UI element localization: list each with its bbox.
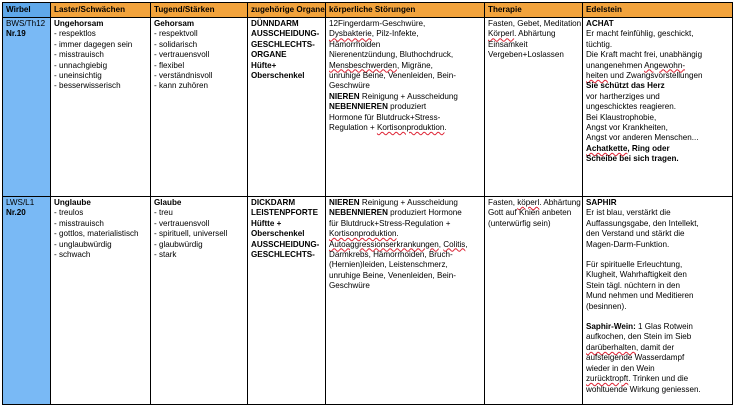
text-line: Darmkrebs, Hämorrhoiden, Bruch- bbox=[329, 250, 453, 260]
laster-title: Unglaube bbox=[54, 198, 91, 207]
text-line bbox=[329, 123, 481, 133]
wirbel-cell bbox=[3, 197, 51, 405]
spine-table bbox=[2, 2, 733, 405]
squiggle-word: heiten bbox=[586, 71, 609, 81]
list-item: - respektvoll bbox=[154, 29, 198, 39]
text-line bbox=[488, 198, 579, 208]
text-line: vor hartherziges und bbox=[586, 91, 660, 101]
text-line: Angst vor anderen Menschen... bbox=[586, 133, 699, 143]
text-line: Nierenentzündung, Bluthochdruck, bbox=[329, 50, 454, 60]
text-fragment: . Abhärtung bbox=[539, 198, 581, 207]
text-fragment: . Abhärtung bbox=[514, 29, 556, 39]
laster-cell bbox=[51, 18, 151, 197]
text-fragment: produziert bbox=[387, 102, 427, 112]
wirbel-label: BWS/Th12 bbox=[6, 19, 46, 28]
text-line: Er ist blau, verstärkt die bbox=[586, 208, 671, 218]
stein-highlight: Sie schützt das Herz bbox=[586, 81, 665, 91]
text-line: Mund nehmen und Meditieren bbox=[586, 291, 694, 301]
list-item: - solidarisch bbox=[154, 39, 198, 49]
list-item: - misstrauisch bbox=[54, 218, 104, 228]
organ-item: GESCHLECHTS- bbox=[251, 250, 315, 260]
text-fragment: . bbox=[396, 229, 399, 239]
header-wirbel: Wirbel bbox=[3, 3, 51, 18]
organ-item: Oberschenkel bbox=[251, 71, 305, 81]
therapie-cell bbox=[485, 18, 583, 197]
text-line: Geschwüre bbox=[329, 281, 370, 291]
squiggle-word: darüberhalten bbox=[586, 342, 636, 352]
list-item: - gottlos, materialistisch bbox=[54, 229, 139, 239]
squiggle-word: Angewohn- bbox=[644, 60, 686, 70]
tugend-cell bbox=[151, 197, 248, 405]
organe-cell bbox=[248, 197, 326, 405]
nebennieren-label: NEBENNIEREN bbox=[329, 102, 388, 112]
header-laster: Laster/Schwächen bbox=[51, 3, 151, 18]
stoerungen-cell bbox=[326, 18, 485, 197]
text-fragment: unangenehmen bbox=[586, 60, 645, 70]
nieren-label: NIEREN bbox=[329, 91, 360, 101]
text-line: Angst vor Krankheiten, bbox=[586, 123, 668, 133]
squiggle-word: Autoaggressionserkrankungen bbox=[329, 239, 439, 249]
text-fragment: produziert Hormone bbox=[387, 208, 462, 218]
stein-title: ACHAT bbox=[586, 19, 614, 28]
organ-item: AUSSCHEIDUNG- bbox=[251, 239, 320, 249]
list-item: - uneinsichtig bbox=[54, 71, 102, 81]
text-line bbox=[586, 322, 729, 332]
header-therapie: Therapie bbox=[485, 3, 583, 18]
text-line: Hämorrhoiden bbox=[329, 39, 381, 49]
organ-item: Hüfte+ bbox=[251, 60, 277, 70]
text-line: Er macht feinfühlig, geschickt, bbox=[586, 29, 694, 39]
text-fragment: Fasten, bbox=[488, 198, 518, 207]
list-item: - schwach bbox=[54, 250, 91, 260]
saphir-wein-label: Saphir-Wein: bbox=[586, 322, 636, 332]
list-item: - kann zuhören bbox=[154, 81, 208, 91]
organ-item: Hüftte + bbox=[251, 218, 282, 228]
text-fragment: und Zwangsvorstellungen bbox=[608, 71, 703, 81]
organ-item: GESCHLECHTS- bbox=[251, 39, 315, 49]
header-tugend: Tugend/Stärken bbox=[151, 3, 248, 18]
text-line: den Verstand und stärkt die bbox=[586, 229, 685, 239]
text-line bbox=[329, 102, 481, 112]
squiggle-word: Colitis bbox=[443, 239, 466, 249]
text-line bbox=[488, 29, 579, 39]
text-line bbox=[329, 61, 481, 71]
squiggle-word: Kortisonproduktion bbox=[329, 229, 397, 239]
text-line: wohltuende Wirkung geniessen. bbox=[586, 384, 701, 394]
tugend-title: Gehorsam bbox=[154, 19, 195, 28]
text-line bbox=[586, 71, 729, 81]
text-line bbox=[586, 144, 729, 154]
text-line: Geschwüre bbox=[329, 81, 370, 91]
text-line: Stein tägl. nüchtern in den bbox=[586, 280, 681, 290]
text-line: Gott auf Knien anbeten bbox=[488, 208, 572, 218]
text-fragment: , Migräne, bbox=[396, 60, 433, 70]
table-row bbox=[3, 197, 733, 405]
squiggle-word: Dysbakterie bbox=[329, 29, 372, 39]
edelstein-cell bbox=[583, 18, 733, 197]
text-fragment: . Trinken und die bbox=[628, 374, 689, 384]
edelstein-cell bbox=[583, 197, 733, 405]
list-item: - unnachgiebig bbox=[54, 60, 108, 70]
list-item: - treulos bbox=[54, 208, 84, 218]
list-item: - flexibel bbox=[154, 60, 185, 70]
squiggle-word: köperl bbox=[517, 198, 540, 207]
list-item: - stark bbox=[154, 250, 177, 260]
organe-cell bbox=[248, 18, 326, 197]
text-line: 12Fingerdarm-Geschwüre, bbox=[329, 19, 426, 28]
text-line: Für spirituelle Erleuchtung, bbox=[586, 260, 683, 270]
text-line: Vergeben+Loslassen bbox=[488, 50, 564, 60]
organ-item: LEISTENPFORTE bbox=[251, 208, 319, 218]
therapie-cell bbox=[485, 197, 583, 405]
text-fragment: , damit der bbox=[635, 342, 675, 352]
text-line: (unterwürfig sein) bbox=[488, 218, 551, 228]
text-line: Bei Klaustrophobie, bbox=[586, 112, 657, 122]
laster-title: Ungehorsam bbox=[54, 19, 104, 28]
text-line bbox=[329, 92, 481, 102]
header-stoerungen: körperliche Störungen bbox=[326, 3, 485, 18]
nebennieren-label: NEBENNIEREN bbox=[329, 208, 388, 218]
squiggle-word: Kortisonproduktion bbox=[376, 123, 445, 133]
wirbel-label: LWS/L1 bbox=[6, 198, 35, 207]
wirbel-number: Nr.19 bbox=[6, 29, 26, 39]
text-line: Einsamkeit bbox=[488, 39, 528, 49]
text-line: Klugheit, Wahrhaftigkeit den bbox=[586, 270, 687, 280]
header-row bbox=[3, 3, 733, 18]
organ-item: AUSSCHEIDUNG- bbox=[251, 29, 320, 39]
organ-item: DICKDARM bbox=[251, 198, 296, 207]
text-line bbox=[329, 198, 481, 208]
list-item: - verständnisvoll bbox=[154, 71, 213, 81]
text-line: wieder in den Wein bbox=[586, 363, 655, 373]
text-fragment: , Pilz-Infekte, bbox=[371, 29, 419, 39]
organ-item: DÜNNDARM bbox=[251, 19, 299, 28]
text-line: Scheibe bei sich tragen. bbox=[586, 154, 679, 164]
text-line: ungeschicktes reagieren. bbox=[586, 102, 676, 112]
text-fragment: Regulation + bbox=[329, 123, 377, 133]
text-line: Magen-Darm-Funktion. bbox=[586, 239, 670, 249]
text-line: unruhige Beine, Venenleiden, Bein- bbox=[329, 270, 456, 280]
text-line bbox=[329, 229, 481, 239]
text-line bbox=[329, 29, 481, 39]
nieren-label: NIEREN bbox=[329, 198, 360, 207]
text-fragment: Reinigung + Ausscheidung bbox=[359, 198, 458, 207]
text-fragment: , bbox=[438, 239, 444, 249]
text-fragment: , bbox=[465, 239, 468, 249]
text-line: unruhige Beine, Venenleiden, Bein- bbox=[329, 71, 456, 81]
list-item: - treu bbox=[154, 208, 173, 218]
paragraph-gap bbox=[586, 250, 729, 260]
text-line: Die Kraft macht frei, unabhängig bbox=[586, 50, 703, 60]
text-line bbox=[329, 208, 481, 218]
list-item: - vertrauensvoll bbox=[154, 50, 210, 60]
list-item: - immer dagegen sein bbox=[54, 39, 133, 49]
text-line bbox=[586, 61, 729, 71]
squiggle-word: Mensbeschwerden bbox=[329, 60, 397, 70]
text-line bbox=[586, 343, 729, 353]
text-fragment: , Ring oder bbox=[627, 143, 670, 153]
squiggle-word: Körperl bbox=[488, 29, 515, 39]
tugend-cell bbox=[151, 18, 248, 197]
paragraph-gap bbox=[586, 312, 729, 322]
stein-title: SAPHIR bbox=[586, 198, 617, 207]
list-item: - vertrauensvoll bbox=[154, 218, 210, 228]
text-line: Fasten, Gebet, Meditation bbox=[488, 19, 582, 28]
squiggle-word: zurücktropft bbox=[586, 374, 629, 384]
header-organe: zugehörige Organe bbox=[248, 3, 326, 18]
text-fragment: Reinigung + Ausscheidung bbox=[359, 91, 458, 101]
wirbel-number: Nr.20 bbox=[6, 208, 26, 218]
text-line: aufsteigende Wasserdampf bbox=[586, 353, 685, 363]
text-line: aufkochen, den Stein im Sieb bbox=[586, 332, 692, 342]
list-item: - unglaubwürdig bbox=[54, 239, 112, 249]
tugend-title: Glaube bbox=[154, 198, 182, 207]
text-fragment: 1 Glas Rotwein bbox=[635, 322, 693, 332]
wirbel-cell bbox=[3, 18, 51, 197]
list-item: - respektlos bbox=[54, 29, 96, 39]
squiggle-word: Achatkette bbox=[586, 143, 628, 153]
text-line: (Hernien)leiden, Leistenschmerz, bbox=[329, 260, 448, 270]
header-edelstein: Edelstein bbox=[583, 3, 733, 18]
organ-item: ORGANE bbox=[251, 50, 287, 60]
organ-item: Oberschenkel bbox=[251, 229, 305, 239]
laster-cell bbox=[51, 197, 151, 405]
stoerungen-cell bbox=[326, 197, 485, 405]
text-line bbox=[329, 240, 481, 250]
text-line: tüchtig. bbox=[586, 39, 613, 49]
text-line: für Blutdruck+Stress-Regulation + bbox=[329, 218, 451, 228]
list-item: - besserwisserisch bbox=[54, 81, 121, 91]
text-line: (besinnen). bbox=[586, 301, 627, 311]
text-line bbox=[586, 374, 729, 384]
list-item: - glaubwürdig bbox=[154, 239, 203, 249]
table-row bbox=[3, 18, 733, 197]
list-item: - misstrauisch bbox=[54, 50, 104, 60]
text-line: Auffassungsgabe, den Intellekt, bbox=[586, 218, 699, 228]
list-item: - spirituell, universell bbox=[154, 229, 228, 239]
text-line: Hormone für Blutdruck+Stress- bbox=[329, 112, 441, 122]
text-fragment: . bbox=[444, 123, 447, 133]
